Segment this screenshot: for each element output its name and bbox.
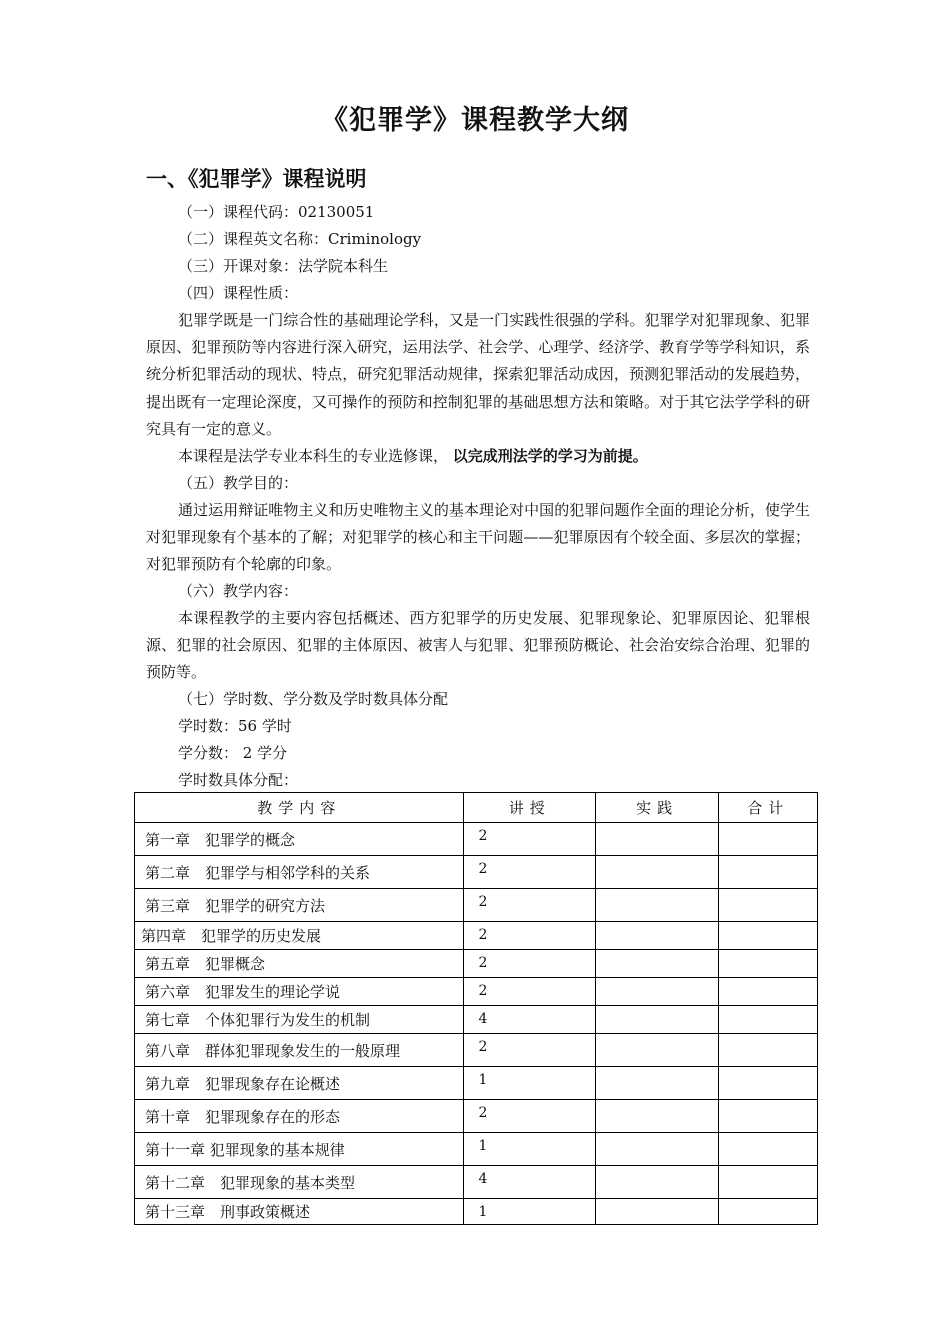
practice-cell <box>595 1166 718 1199</box>
table-row <box>135 1006 818 1034</box>
course-nature-text: 犯罪学既是一门综合性的基础理论学科，又是一门实践性很强的学科。犯罪学对犯罪现象、犯罪原因、犯罪预防等内容进行深入研究，运用法学、社会学、心理学、经济学、教育学等学科知识，系统分析犯罪活动的现状、特点，研究犯罪活动规律，探索犯罪活动成因，预测犯罪活动的发展趋势，提出既有一定理论深度，又可操作的预防和控制犯罪的基础思想方法和策略。对于其它法学学科的研究具有一定的意义。 <box>146 311 810 438</box>
total-cell <box>719 1100 818 1133</box>
chapter-cell: 第十章 犯罪现象存在的形态 <box>135 1100 464 1133</box>
table-row <box>135 1067 818 1100</box>
practice-cell <box>595 1006 718 1034</box>
total-cell <box>719 856 818 889</box>
table-row <box>135 1166 818 1199</box>
total-cell <box>719 1199 818 1225</box>
lecture-cell: 2 <box>464 889 595 922</box>
course-nature-label: （四）课程性质： <box>178 284 299 302</box>
practice-cell <box>595 950 718 978</box>
lecture-cell: 4 <box>464 1006 595 1034</box>
practice-cell <box>595 1034 718 1067</box>
practice-cell <box>595 1100 718 1133</box>
lecture-cell: 2 <box>464 1034 595 1067</box>
elective-paragraph <box>178 443 648 470</box>
content-label: （六）教学内容： <box>178 582 299 600</box>
lecture-cell: 2 <box>464 922 595 950</box>
chapter-cell: 第五章 犯罪概念 <box>135 950 464 978</box>
total-cell <box>719 889 818 922</box>
goal-text: 通过运用辩证唯物主义和历史唯物主义的基本理论对中国的犯罪问题作全面的理论分析，使学生对犯罪现象有个基本的了解；对犯罪学的核心和主干问题——犯罪原因有个较全面、多层次的掌握；对犯罪预防有个轮廓的印象。 <box>146 501 810 574</box>
chapter-cell: 第二章 犯罪学与相邻学科的关系 <box>135 856 464 889</box>
course-code: （一）课程代码：02130051 <box>178 203 375 221</box>
chapter-cell: 第四章 犯罪学的历史发展 <box>135 922 464 950</box>
header-lecture: 讲授 <box>464 793 595 823</box>
content-text: 本课程教学的主要内容包括概述、西方犯罪学的历史发展、犯罪现象论、犯罪原因论、犯罪根源、犯罪的社会原因、犯罪的主体原因、被害人与犯罪、犯罪预防概论、社会治安综合治理、犯罪的预防等。 <box>146 609 810 682</box>
table-row <box>135 823 818 856</box>
header-total: 合计 <box>719 793 818 823</box>
hours-distribution-table <box>134 792 818 1225</box>
practice-cell <box>595 978 718 1006</box>
chapter-cell: 第七章 个体犯罪行为发生的机制 <box>135 1006 464 1034</box>
practice-cell <box>595 1067 718 1100</box>
table-row <box>135 1034 818 1067</box>
hours-value: 学时数：56 学时 <box>178 717 292 735</box>
total-cell <box>719 978 818 1006</box>
total-cell <box>719 823 818 856</box>
chapter-cell: 第十三章 刑事政策概述 <box>135 1199 464 1225</box>
total-cell <box>719 1034 818 1067</box>
total-cell <box>719 950 818 978</box>
total-cell <box>719 1166 818 1199</box>
elective-text: 本课程是法学专业本科生的专业选修课， <box>178 447 449 465</box>
table-row <box>135 978 818 1006</box>
chapter-cell: 第三章 犯罪学的研究方法 <box>135 889 464 922</box>
hours-label: （七）学时数、学分数及学时数具体分配 <box>178 690 449 708</box>
practice-cell <box>595 1133 718 1166</box>
table-row <box>135 856 818 889</box>
lecture-cell: 2 <box>464 856 595 889</box>
lecture-cell: 1 <box>464 1133 595 1166</box>
lecture-cell: 2 <box>464 950 595 978</box>
table-row <box>135 1133 818 1166</box>
chapter-cell: 第六章 犯罪发生的理论学说 <box>135 978 464 1006</box>
chapter-cell: 第一章 犯罪学的概念 <box>135 823 464 856</box>
table-row <box>135 1199 818 1225</box>
course-english-name: （二）课程英文名称：Criminology <box>178 230 422 248</box>
practice-cell <box>595 922 718 950</box>
header-practice: 实践 <box>595 793 718 823</box>
chapter-cell: 第十二章 犯罪现象的基本类型 <box>135 1166 464 1199</box>
practice-cell <box>595 1199 718 1225</box>
lecture-cell: 2 <box>464 823 595 856</box>
table-row <box>135 889 818 922</box>
document-title: 《犯罪学》课程教学大纲 <box>321 105 629 136</box>
chapter-cell: 第十一章 犯罪现象的基本规律 <box>135 1133 464 1166</box>
course-audience: （三）开课对象：法学院本科生 <box>178 257 389 275</box>
table-row <box>135 1100 818 1133</box>
lecture-cell: 1 <box>464 1067 595 1100</box>
prerequisite-text: 以完成刑法学的学习为前提。 <box>452 447 648 465</box>
table-row <box>135 922 818 950</box>
total-cell <box>719 1067 818 1100</box>
lecture-cell: 4 <box>464 1166 595 1199</box>
chapter-cell: 第九章 犯罪现象存在论概述 <box>135 1067 464 1100</box>
goal-label: （五）教学目的： <box>178 474 299 492</box>
total-cell <box>719 922 818 950</box>
lecture-cell: 2 <box>464 978 595 1006</box>
practice-cell <box>595 889 718 922</box>
section-heading: 一、《犯罪学》课程说明 <box>146 167 367 191</box>
table-row <box>135 950 818 978</box>
lecture-cell: 1 <box>464 1199 595 1225</box>
credits-value: 学分数： 2 学分 <box>178 744 288 762</box>
lecture-cell: 2 <box>464 1100 595 1133</box>
chapter-cell: 第八章 群体犯罪现象发生的一般原理 <box>135 1034 464 1067</box>
distribution-label: 学时数具体分配： <box>178 771 299 789</box>
header-content: 教学内容 <box>135 793 464 823</box>
practice-cell <box>595 856 718 889</box>
practice-cell <box>595 823 718 856</box>
total-cell <box>719 1006 818 1034</box>
total-cell <box>719 1133 818 1166</box>
table-header-row <box>135 793 818 823</box>
